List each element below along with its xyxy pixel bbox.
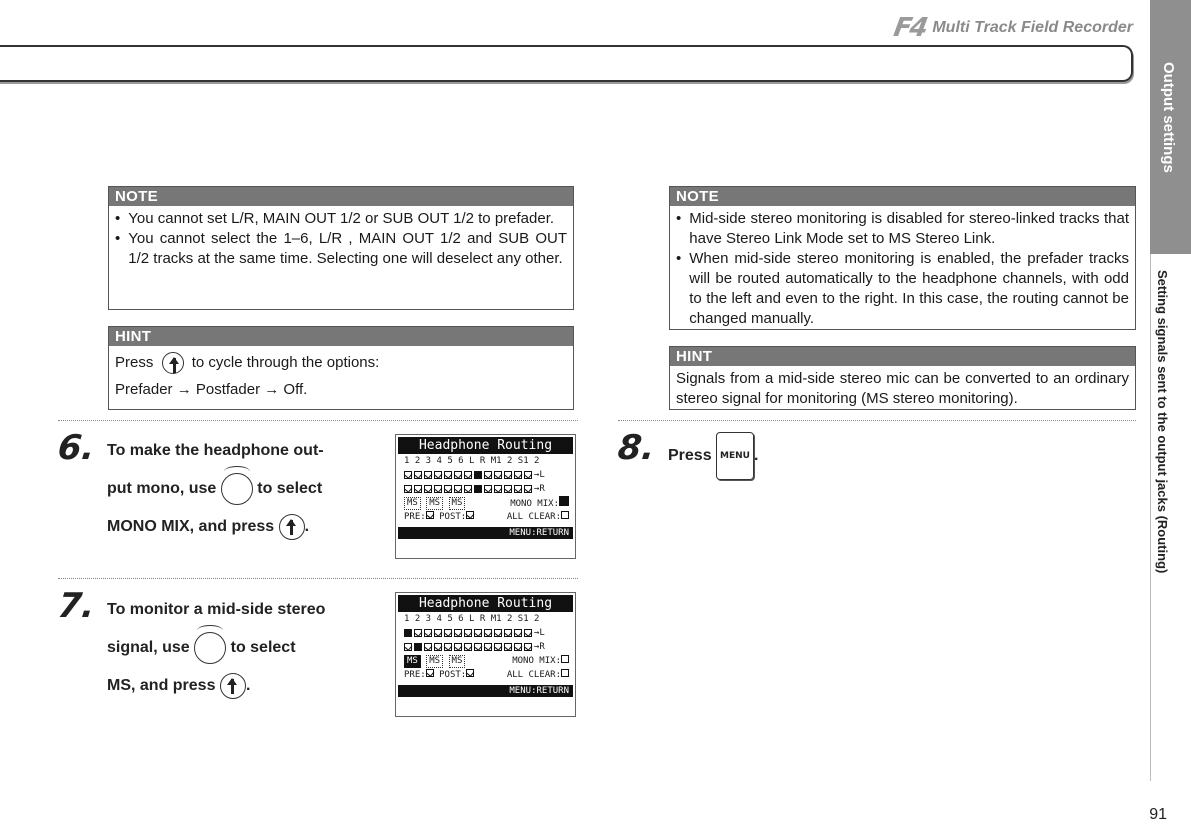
divider <box>618 420 1136 421</box>
lcd-ms-row: MS MS MS MONO MIX: <box>398 654 573 668</box>
side-divider <box>1150 254 1151 781</box>
step-6-text: To make the headphone out- put mono, use to select MONO MIX, and press . <box>107 432 387 546</box>
selector-knob-icon <box>194 632 226 664</box>
brand-header <box>891 13 1133 43</box>
lcd-ms-row: MS MS MS MONO MIX: <box>398 496 573 510</box>
step-number: 7. <box>55 586 97 626</box>
left-note-box <box>108 186 574 310</box>
right-note-box <box>669 186 1136 330</box>
f4-logo: F4 <box>891 13 929 43</box>
push-knob-icon <box>220 673 246 699</box>
step-7-text: To monitor a mid-side stereo signal, use to select MS, and press . <box>107 591 387 705</box>
lcd-track-header: 1 2 3 4 5 6 L R M1 2 S1 2 <box>404 614 540 624</box>
divider <box>58 578 578 579</box>
push-knob-icon <box>279 514 305 540</box>
hint-heading: HINT <box>109 327 573 346</box>
step-8-text: Press MENU . <box>668 432 758 480</box>
lcd-title: Headphone Routing <box>398 437 573 454</box>
note-item: • You cannot select the 1–6, L/R , MAIN OUT 1/2 and SUB OUT 1/2 tracks at the same time. Selecting one will deselect any other. <box>115 230 567 267</box>
step-number: 6. <box>55 428 97 468</box>
hint-text: Press <box>115 354 154 371</box>
right-hint-box <box>669 346 1136 410</box>
lcd-screen <box>395 434 576 559</box>
note-heading: NOTE <box>670 187 1135 206</box>
lcd-row-left: →L <box>398 626 573 640</box>
selector-knob-icon <box>221 473 253 505</box>
page-number: 91 <box>1149 806 1167 823</box>
section-tab-label: Output settings <box>1160 62 1177 173</box>
title-bar <box>0 45 1133 82</box>
lcd-footer: MENU:RETURN <box>398 685 573 697</box>
side-tab-text-wrap <box>1150 0 1191 254</box>
hint-heading: HINT <box>670 347 1135 366</box>
hint-text: Signals from a mid-side stereo mic can be converted to an ordinary stereo signal for monitoring (MS stereo monitoring). <box>676 370 1129 407</box>
lcd-row-right: →R <box>398 640 573 654</box>
step-number: 8. <box>615 428 657 468</box>
left-hint-box <box>108 326 574 410</box>
note-heading: NOTE <box>109 187 573 206</box>
note-item: • You cannot set L/R, MAIN OUT 1/2 or SUB OUT 1/2 to prefader. <box>115 210 555 227</box>
menu-button-icon: MENU <box>716 432 754 480</box>
lcd-row-right: →R <box>398 482 573 496</box>
lcd-screen <box>395 592 576 717</box>
lcd-footer: MENU:RETURN <box>398 527 573 539</box>
subsection-label: Setting signals sent to the output jacks (Routing) <box>1155 270 1170 574</box>
lcd-track-header: 1 2 3 4 5 6 L R M1 2 S1 2 <box>404 456 540 466</box>
lcd-pre-post-row: PRE: POST: ALL CLEAR: <box>398 668 573 682</box>
lcd-title: Headphone Routing <box>398 595 573 612</box>
note-item: • When mid-side stereo monitoring is enabled, the prefader tracks will be routed automatically to the headphone channels, with odd to the left and even to the right. In this case, the routing cannot be changed manually. <box>676 250 1129 327</box>
push-knob-icon <box>162 352 184 374</box>
note-item: • Mid-side stereo monitoring is disabled for stereo-linked tracks that have Stereo Link Mode set to MS Stereo Link. <box>676 210 1129 247</box>
lcd-pre-post-row: PRE: POST: ALL CLEAR: <box>398 510 573 524</box>
lcd-row-left: →L <box>398 468 573 482</box>
hint-cycle-text: Prefader → Postfader → Off. <box>115 381 308 398</box>
brand-title: Multi Track Field Recorder <box>932 19 1133 36</box>
divider <box>58 420 578 421</box>
hint-text: to cycle through the options: <box>191 354 380 371</box>
